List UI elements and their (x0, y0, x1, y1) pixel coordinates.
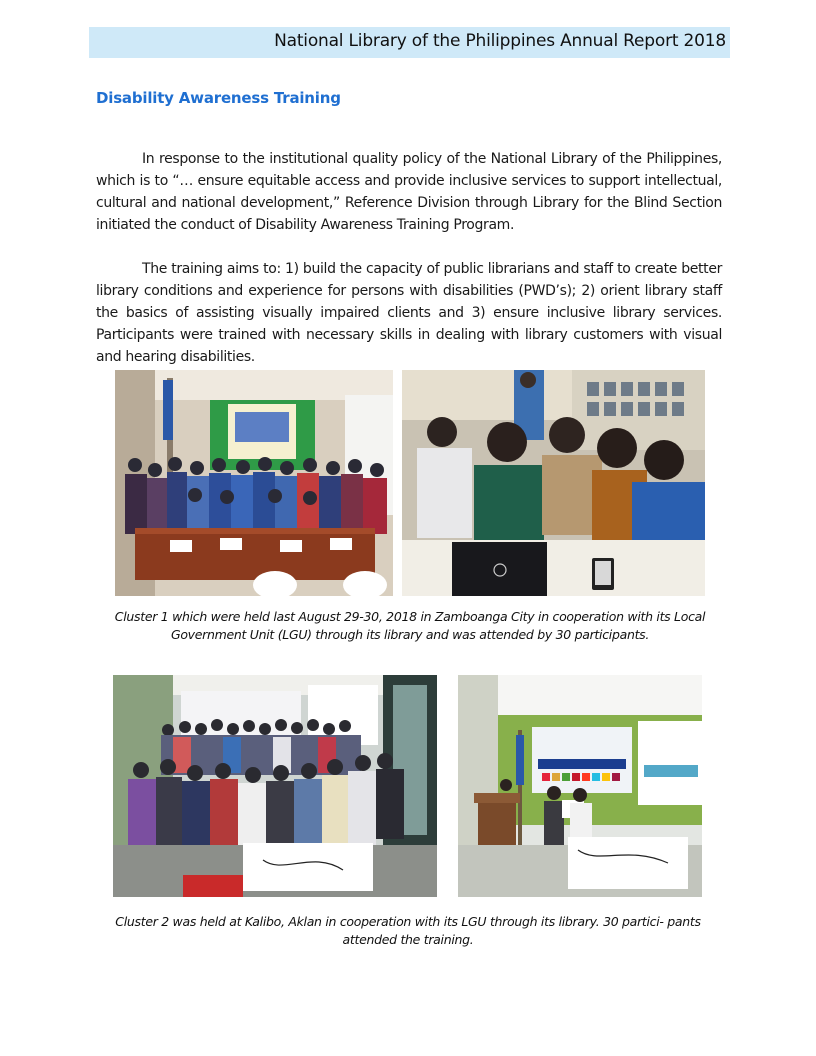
aims-paragraph (96, 258, 722, 368)
report-title: National Library of the Philippines Annual Report 2018 (274, 31, 726, 51)
cluster1-group-photo (115, 370, 393, 596)
intro-paragraph (96, 148, 722, 236)
intro-paragraph-text: In response to the institutional quality policy of the National Library of the Philippines, which is to “… ensure equitable access and provide inclusive services to support intellectual, cultural and national development,” Reference Division through Library for the Blind Section initiated the conduct of Disability Awareness Training Program. (96, 151, 722, 233)
cluster2-certificate-photo (458, 675, 702, 897)
cluster2-group-photo (113, 675, 437, 897)
cluster1-caption: Cluster 1 which were held last August 29-30, 2018 in Zamboanga City in cooperation with its Local Government Unit (LGU) through its library and was attended by 30 participants. (114, 609, 706, 642)
cluster2-caption: Cluster 2 was held at Kalibo, Aklan in cooperation with its LGU through its library. 30 partici- pants attended the training. (115, 914, 701, 947)
cluster1-workshop-photo (402, 370, 705, 596)
header-band (89, 27, 730, 58)
section-heading: Disability Awareness Training (96, 89, 341, 107)
aims-paragraph-text: The training aims to: 1) build the capacity of public librarians and staff to create better library conditions and experience for persons with disabilities (PWD’s); 2) orient library staff the basics of assisting visually impaired clients and 3) ensure inclusive library services. Participants were trained with necessary skills in dealing with library customers with visual and hearing disabilities. (96, 261, 722, 365)
